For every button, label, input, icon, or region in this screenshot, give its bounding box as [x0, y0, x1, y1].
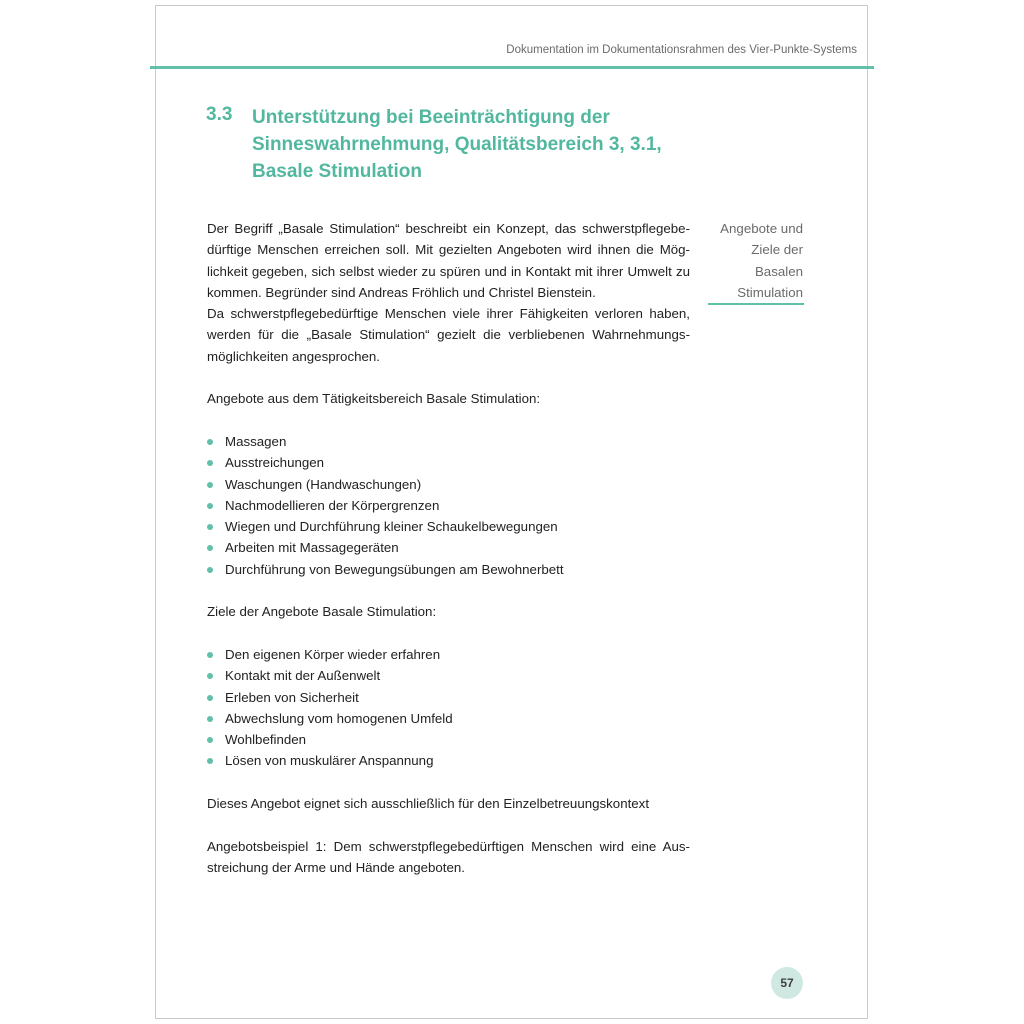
bullet-icon: [207, 524, 213, 530]
bullet-icon: [207, 695, 213, 701]
goals-heading: Ziele der Angebote Basale Stimulation:: [207, 604, 437, 620]
bullet-icon: [207, 673, 213, 679]
margin-note: [720, 218, 803, 303]
section-title: [252, 104, 722, 185]
list-item: Massagen: [207, 431, 690, 452]
page-number-badge: 57: [771, 967, 803, 999]
bullet-icon: [207, 503, 213, 509]
margin-note-line: Stimulation: [737, 284, 803, 300]
example-line: streichung der Arme und Hände angeboten.: [207, 859, 465, 875]
list-item: Ausstreichungen: [207, 452, 690, 473]
margin-note-rule: [708, 303, 804, 305]
section-number: 3.3: [206, 104, 233, 125]
section-title-line: Unterstützung bei Beeinträchtigung der: [252, 107, 610, 128]
bullet-icon: [207, 439, 213, 445]
list-item: Wiegen und Durchführung kleiner Schaukelbewegungen: [207, 516, 690, 537]
example-line: Angebotsbeispiel 1: Dem schwerstpflegebedürftigen Menschen wird eine Aus-: [207, 838, 690, 854]
bullet-icon: [207, 716, 213, 722]
section-title-line: Basale Stimulation: [252, 161, 422, 182]
margin-note-line: Ziele der: [751, 242, 803, 258]
intro-line: Da schwerstpflegebedürftige Menschen viele ihrer Fähigkeiten verloren haben,: [207, 306, 690, 322]
intro-line: möglichkeiten angesprochen.: [207, 348, 380, 364]
list-item: Kontakt mit der Außenwelt: [207, 665, 690, 686]
intro-line: kommen. Begründer sind Andreas Fröhlich und Christel Bienstein.: [207, 284, 596, 300]
context-note: Dieses Angebot eignet sich ausschließlich für den Einzelbetreuungskontext: [207, 796, 650, 812]
list-item: Abwechslung vom homogenen Umfeld: [207, 708, 690, 729]
margin-note-line: Angebote und: [720, 221, 803, 236]
intro-line: Der Begriff „Basale Stimulation“ beschreibt ein Konzept, das schwerstpflegebe-: [207, 221, 690, 236]
list-item: Erleben von Sicherheit: [207, 687, 690, 708]
bullet-icon: [207, 545, 213, 551]
list-item: Lösen von muskulärer Anspannung: [207, 750, 690, 771]
offers-list: [207, 431, 690, 580]
section-title-line: Sinneswahrnehmung, Qualitätsbereich 3, 3.1,: [252, 134, 662, 155]
bullet-icon: [207, 758, 213, 764]
bullet-icon: [207, 652, 213, 658]
offers-heading: Angebote aus dem Tätigkeitsbereich Basale Stimulation:: [207, 391, 541, 407]
list-item: Nachmodellieren der Körpergrenzen: [207, 495, 690, 516]
running-head: Dokumentation im Dokumentationsrahmen des Vier-Punkte-Systems: [506, 44, 857, 56]
list-item: Arbeiten mit Massagegeräten: [207, 537, 690, 558]
goals-list: [207, 644, 690, 772]
body-text: [207, 218, 690, 878]
bullet-icon: [207, 567, 213, 573]
list-item: Wohlbefinden: [207, 729, 690, 750]
margin-note-line: Basalen: [754, 263, 803, 279]
list-item: Durchführung von Bewegungsübungen am Bewohnerbett: [207, 559, 690, 580]
bullet-icon: [207, 460, 213, 466]
list-item: Waschungen (Handwaschungen): [207, 474, 690, 495]
intro-line: lichkeit gegeben, sich selbst wieder zu spüren und in Kontakt mit ihrer Umwelt zu: [207, 263, 690, 279]
list-item: Den eigenen Körper wieder erfahren: [207, 644, 690, 665]
intro-line: dürftige Menschen erreichen soll. Mit gezielten Angeboten wird ihnen die Mög-: [207, 242, 690, 258]
intro-line: werden für die „Basale Stimulation“ gezielt die verbliebenen Wahrnehmungs-: [207, 327, 690, 343]
header-rule: [150, 66, 874, 69]
bullet-icon: [207, 482, 213, 488]
bullet-icon: [207, 737, 213, 743]
